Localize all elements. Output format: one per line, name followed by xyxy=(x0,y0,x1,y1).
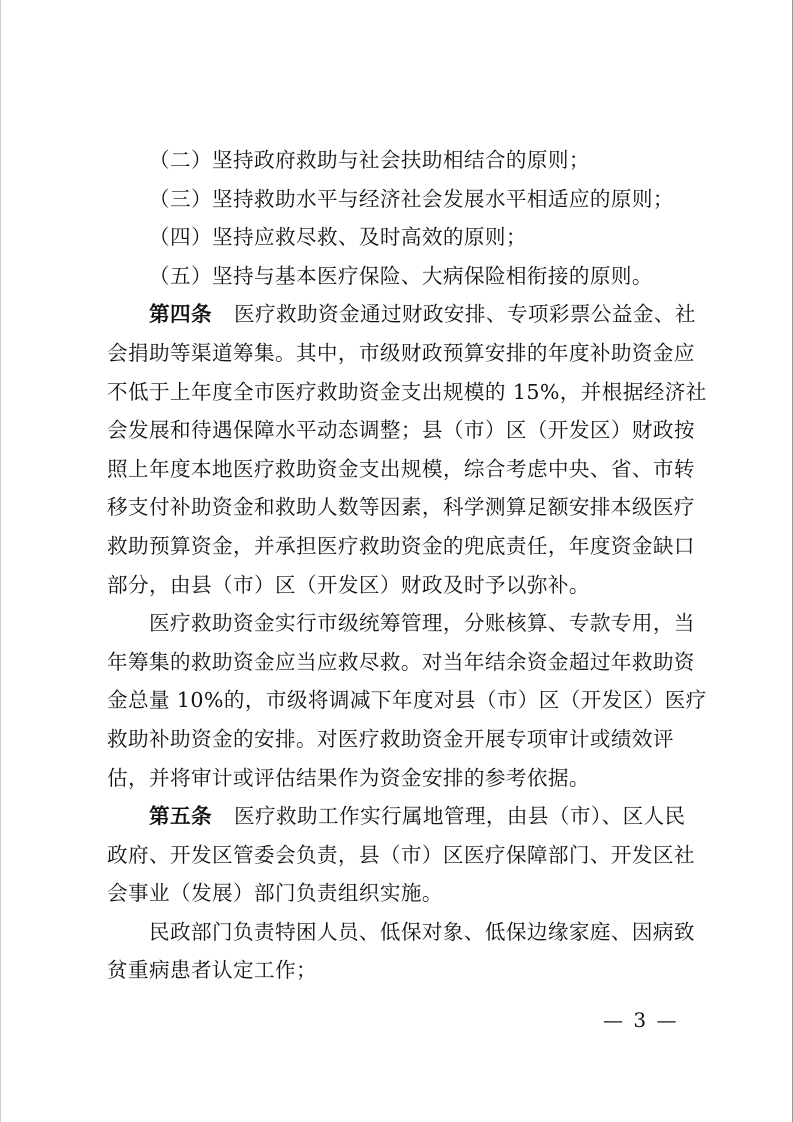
text-line xyxy=(107,488,697,527)
line-text: （五）坚持与基本医疗保险、大病保险相衔接的原则。 xyxy=(149,263,653,288)
text-line xyxy=(107,874,697,913)
line-text: 金总量 10%的，市级将调减下年度对县（市）区（开发区）医疗 xyxy=(107,688,707,713)
document-body xyxy=(107,141,707,990)
text-line xyxy=(107,218,697,257)
text-line xyxy=(107,836,697,875)
line-text: 估，并将审计或评估结果作为资金安排的参考依据。 xyxy=(107,765,590,790)
line-text: 会事业（发展）部门负责组织实施。 xyxy=(107,881,443,906)
line-text: （四）坚持应救尽救、及时高效的原则； xyxy=(149,225,527,250)
text-line xyxy=(107,527,697,566)
line-text: 会发展和待遇保障水平动态调整；县（市）区（开发区）财政按 xyxy=(107,418,695,443)
text-line xyxy=(107,257,697,296)
text-line xyxy=(107,295,697,334)
line-text: 年筹集的救助资金应当应救尽救。对当年结余资金超过年救助资 xyxy=(107,649,695,674)
line-text: 不低于上年度全市医疗救助资金支出规模的 15%，并根据经济社 xyxy=(107,379,707,404)
line-text: 部分，由县（市）区（开发区）财政及时予以弥补。 xyxy=(107,572,590,597)
page-left-edge xyxy=(0,0,1,1122)
line-text: 救助预算资金，并承担医疗救助资金的兜底责任，年度资金缺口 xyxy=(107,533,695,558)
line-text: （二）坚持政府救助与社会扶助相结合的原则； xyxy=(149,148,590,172)
text-line xyxy=(107,643,697,682)
article-heading: 第五条 xyxy=(149,804,212,829)
text-line xyxy=(107,759,697,798)
line-text: （三）坚持救助水平与经济社会发展水平相适应的原则； xyxy=(149,186,674,211)
line-text: 民政部门负责特困人员、低保对象、低保边缘家庭、因病致 xyxy=(149,919,695,944)
text-line xyxy=(107,720,697,759)
text-line xyxy=(107,411,697,450)
article-heading: 第四条 xyxy=(149,302,212,327)
line-text: 医疗救助工作实行属地管理，由县（市）、区人民 xyxy=(233,804,686,829)
text-line xyxy=(107,450,697,489)
text-line xyxy=(107,681,707,720)
page-number: — 3 — xyxy=(603,1008,679,1032)
text-line xyxy=(107,566,697,605)
text-line xyxy=(107,604,697,643)
text-line xyxy=(107,141,697,180)
line-text: 贫重病患者认定工作； xyxy=(107,958,317,983)
text-line xyxy=(107,373,707,412)
text-line xyxy=(107,180,697,219)
text-line xyxy=(107,334,697,373)
line-text: 救助补助资金的安排。对医疗救助资金开展专项审计或绩效评 xyxy=(107,726,674,751)
line-text: 移支付补助资金和救助人数等因素，科学测算足额安排本级医疗 xyxy=(107,495,695,520)
line-text: 医疗救助资金实行市级统筹管理，分账核算、专款专用，当 xyxy=(149,611,695,636)
line-text: 会捐助等渠道筹集。其中，市级财政预算安排的年度补助资金应 xyxy=(107,340,695,365)
line-text: 医疗救助资金通过财政安排、专项彩票公益金、社 xyxy=(233,302,696,327)
line-text: 照上年度本地医疗救助资金支出规模，综合考虑中央、省、市转 xyxy=(107,456,695,481)
text-line xyxy=(107,951,697,990)
text-line xyxy=(107,797,697,836)
text-line xyxy=(107,913,697,952)
line-text: 政府、开发区管委会负责，县（市）区医疗保障部门、开发区社 xyxy=(107,842,695,867)
